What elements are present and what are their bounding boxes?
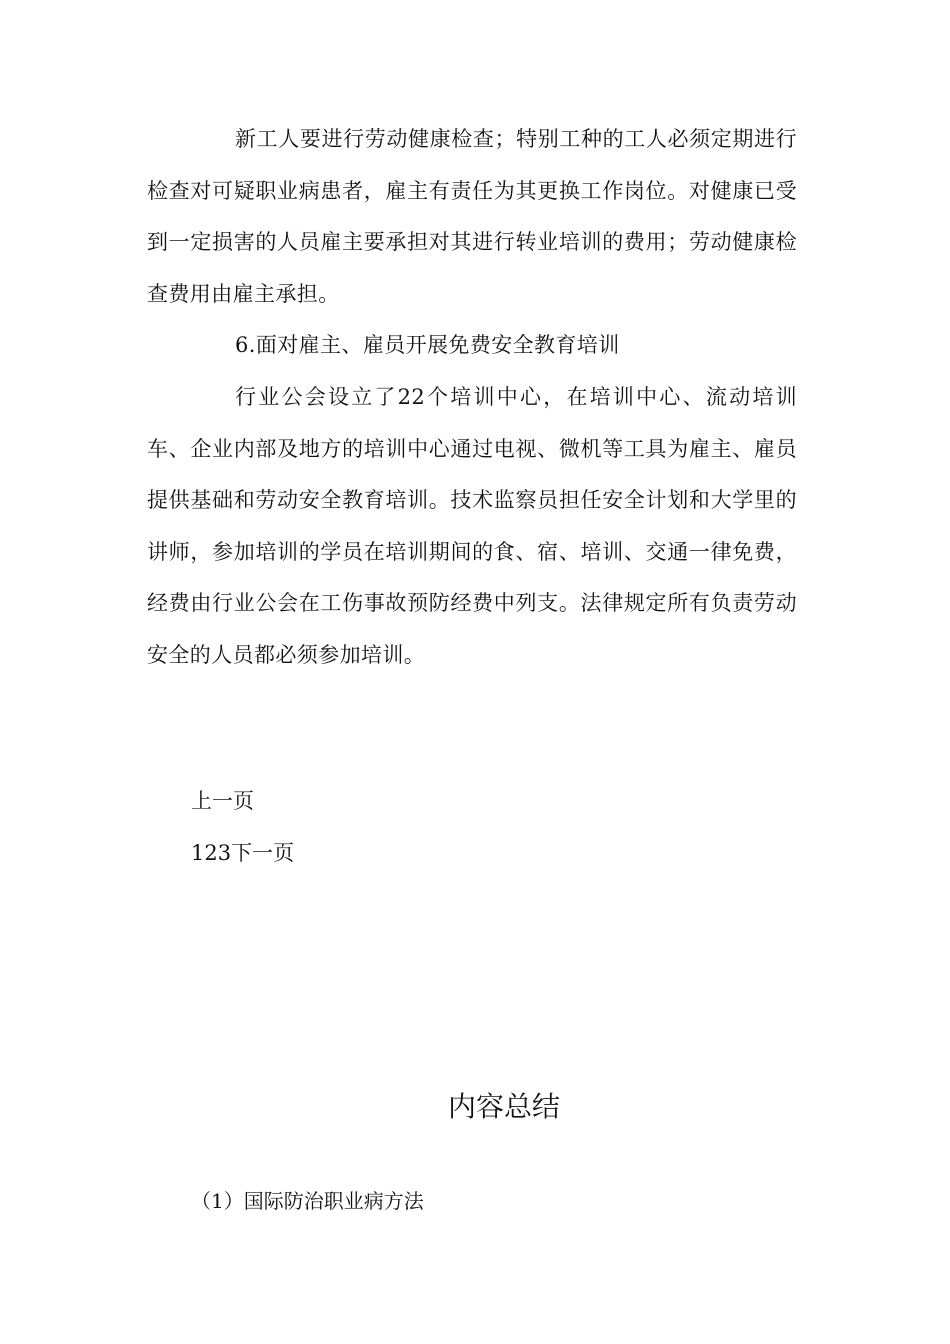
prev-page-link[interactable]: 上一页 [191, 789, 254, 813]
next-page-link[interactable]: 下一页 [231, 841, 295, 865]
summary-item: （1）国际防治职业病方法 [191, 1189, 424, 1213]
section-heading-free-training: 6.面对雇主、雇员开展免费安全教育培训 [235, 333, 620, 357]
paragraph-training-centers: 行业公会设立了22个培训中心，在培训中心、流动培训车、企业内部及地方的培训中心通过电视、微机等工具为雇主、雇员提供基础和劳动安全教育培训。技术监察员担任安全计划和大学里的讲师，参加培训的学员在培训期间的食、宿、培训、交通一律免费，经费由行业公会在工伤事故预防经费中列支。法律规定所有负责劳动安全的人员都必须参加培训。 [147, 385, 797, 667]
summary-title: 内容总结 [447, 1090, 560, 1123]
page-numbers-link[interactable]: 123 [191, 841, 232, 865]
pagination-prev [191, 786, 254, 816]
pagination-next-row [191, 838, 294, 868]
paragraph-health-checks: 新工人要进行劳动健康检查；特别工种的工人必须定期进行检查对可疑职业病患者，雇主有责任为其更换工作岗位。对健康已受到一定损害的人员雇主要承担对其进行转业培训的费用；劳动健康检查费用由雇主承担。 [147, 127, 797, 306]
